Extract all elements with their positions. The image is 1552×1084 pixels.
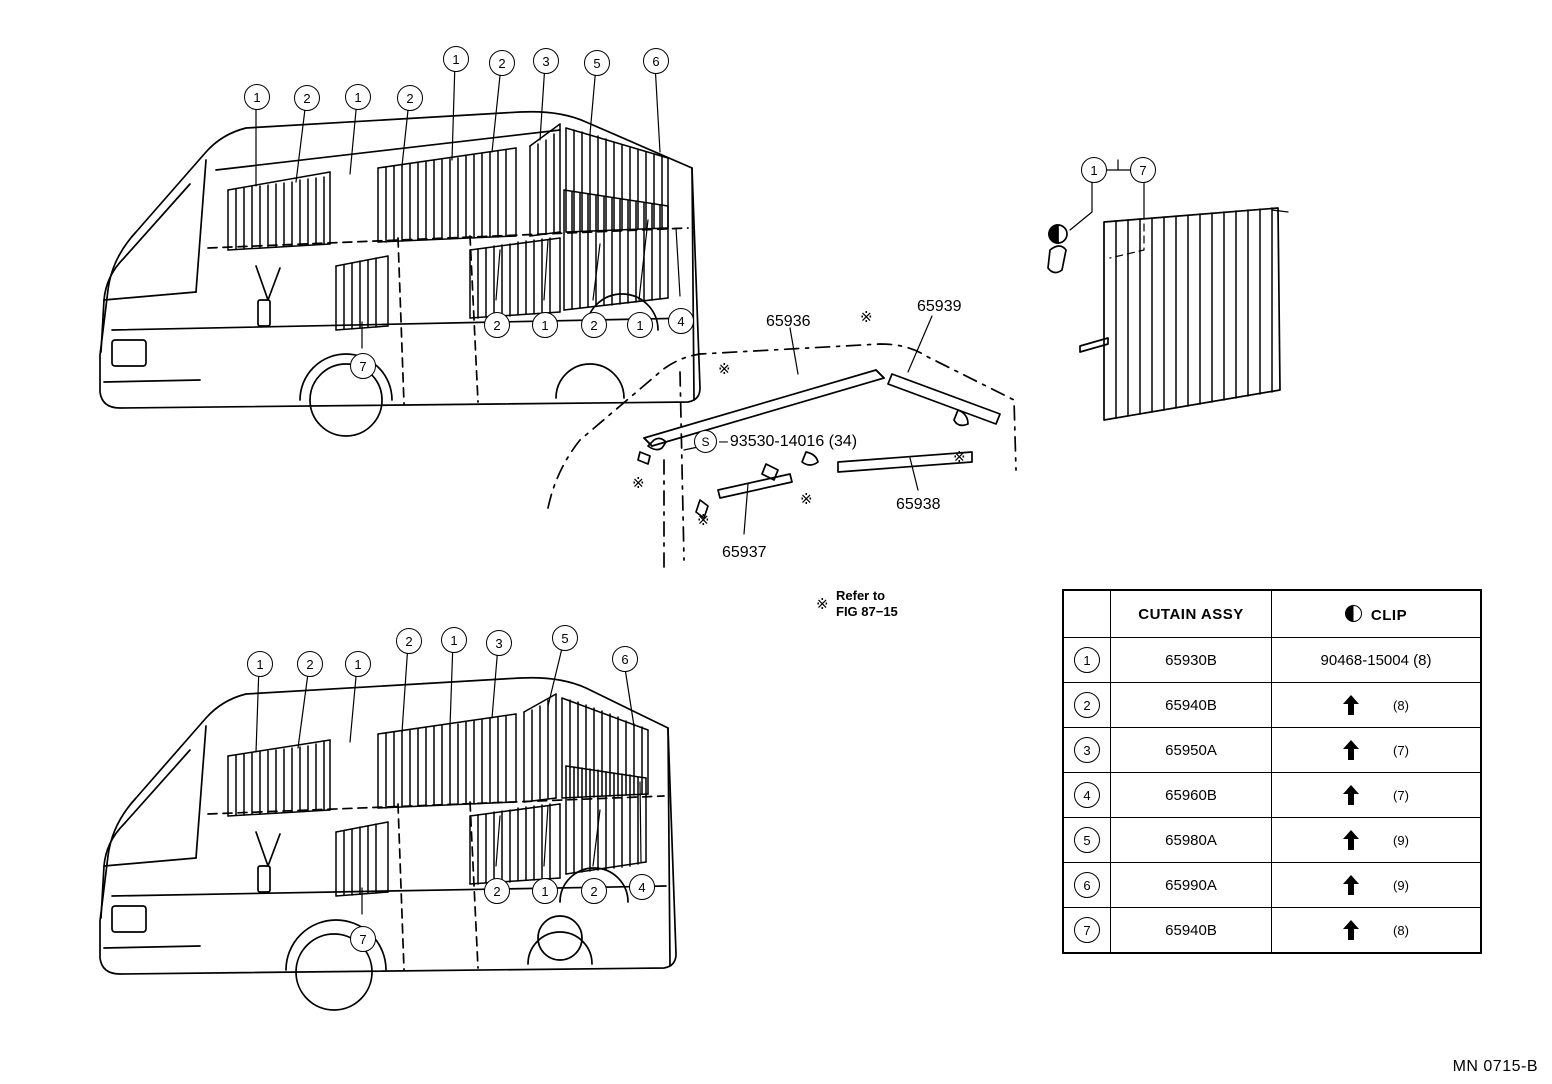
refer-star-icon: ※ (632, 475, 645, 492)
callout-bubble[interactable]: 1 (345, 651, 371, 677)
callout-bubble[interactable]: 3 (533, 48, 559, 74)
callout-bubble[interactable]: 1 (532, 878, 558, 904)
refer-star-icon: ※ (800, 491, 813, 508)
part-label-93530: – (719, 432, 728, 450)
up-arrow-icon (1343, 740, 1359, 760)
half-filled-circle-icon (1345, 605, 1362, 622)
callout-bubble[interactable]: 2 (297, 651, 323, 677)
clip-qty: (7) (1393, 742, 1409, 758)
callout-bubble[interactable]: 6 (612, 646, 638, 672)
up-arrow-icon (1343, 695, 1359, 715)
row-index-cell (1063, 863, 1111, 908)
screw-part-group (694, 430, 857, 453)
row-assy-cell: 65930B (1111, 638, 1272, 683)
refer-star-icon: ※ (697, 512, 710, 529)
row-clip-cell (1272, 863, 1482, 908)
callout-bubble[interactable]: 4 (668, 308, 694, 334)
table-row (1063, 908, 1481, 954)
row-index-cell (1063, 683, 1111, 728)
part-label-65936: 65936 (766, 313, 811, 330)
row-assy-cell: 65940B (1111, 683, 1272, 728)
table-row (1063, 683, 1481, 728)
table-header-row (1063, 590, 1481, 638)
callout-bubble[interactable]: 4 (629, 874, 655, 900)
row-index-cell (1063, 728, 1111, 773)
clip-qty: (8) (1393, 697, 1409, 713)
clip-qty: (9) (1393, 832, 1409, 848)
row-index-cell (1063, 908, 1111, 954)
row-clip-cell (1272, 818, 1482, 863)
refer-star-icon: ※ (953, 449, 966, 466)
callout-bubble[interactable]: 7 (350, 926, 376, 952)
row-index-cell (1063, 818, 1111, 863)
callout-bubble[interactable]: 2 (581, 878, 607, 904)
part-label-65938: 65938 (896, 496, 941, 513)
parts-table (1062, 589, 1482, 954)
callout-bubble[interactable]: 2 (489, 50, 515, 76)
part-label-93530-text: 93530-14016 (34) (729, 432, 858, 450)
clip-qty: (9) (1393, 877, 1409, 893)
row-index-cell (1063, 638, 1111, 683)
callout-bubble[interactable]: 1 (532, 312, 558, 338)
row-assy-cell: 65980A (1111, 818, 1272, 863)
th-clip-label: CLIP (1370, 606, 1408, 624)
callout-bubble[interactable]: 1 (627, 312, 653, 338)
callout-bubble[interactable]: 2 (484, 878, 510, 904)
callout-bubble[interactable]: 2 (581, 312, 607, 338)
th-index (1063, 590, 1111, 638)
refer-to-prefix: Refer to (836, 588, 886, 603)
row-clip-cell (1272, 728, 1482, 773)
callout-bubble[interactable]: 2 (294, 85, 320, 111)
refer-to-target: FIG 87−15 (836, 604, 898, 620)
callout-bubble[interactable]: 2 (484, 312, 510, 338)
callout-bubble[interactable]: 3 (1074, 737, 1100, 763)
callout-bubble[interactable]: 1 (441, 627, 467, 653)
callout-bubble[interactable]: 1 (247, 651, 273, 677)
callout-bubble[interactable]: 2 (396, 628, 422, 654)
callout-bubble[interactable]: 1 (345, 84, 371, 110)
callout-bubble[interactable]: 2 (1074, 692, 1100, 718)
part-label-65937: 65937 (722, 544, 767, 561)
callout-bubble[interactable]: 5 (552, 625, 578, 651)
callout-bubble[interactable]: 5 (1074, 827, 1100, 853)
drawing-code: MN 0715-B (1452, 1058, 1538, 1075)
clip-qty: (7) (1393, 787, 1409, 803)
callout-bubble[interactable]: 7 (1130, 157, 1156, 183)
callout-bubble[interactable]: 2 (397, 85, 423, 111)
callout-bubble[interactable]: 1 (244, 84, 270, 110)
table-row (1063, 773, 1481, 818)
part-label-65939: 65939 (917, 298, 962, 315)
row-clip-cell (1272, 773, 1482, 818)
callout-bubble[interactable]: 4 (1074, 782, 1100, 808)
callout-bubble[interactable]: 7 (1074, 917, 1100, 943)
callout-bubble[interactable]: 1 (1081, 157, 1107, 183)
callout-bubble[interactable]: 6 (1074, 872, 1100, 898)
table-row (1063, 863, 1481, 908)
up-arrow-icon (1343, 830, 1359, 850)
row-clip-cell: 90468-15004 (8) (1272, 638, 1482, 683)
up-arrow-icon (1343, 785, 1359, 805)
callout-bubble[interactable]: 7 (350, 353, 376, 379)
row-assy-cell: 65960B (1111, 773, 1272, 818)
row-assy-cell: 65950A (1111, 728, 1272, 773)
up-arrow-icon (1343, 920, 1359, 940)
table-row (1063, 818, 1481, 863)
row-clip-cell (1272, 908, 1482, 954)
callout-bubble[interactable]: 6 (643, 48, 669, 74)
callout-bubble[interactable]: 1 (1074, 647, 1100, 673)
refer-star-icon: ※ (860, 309, 873, 326)
row-clip-cell (1272, 683, 1482, 728)
table-row (1063, 638, 1481, 683)
callout-bubble[interactable]: 3 (486, 630, 512, 656)
th-clip (1272, 590, 1482, 638)
th-curtain-assy: CUTAIN ASSY (1111, 590, 1272, 638)
table-row (1063, 728, 1481, 773)
callout-bubble[interactable]: 5 (584, 50, 610, 76)
callout-bubble[interactable]: 1 (443, 46, 469, 72)
refer-to-note (816, 588, 898, 621)
row-index-cell (1063, 773, 1111, 818)
screw-symbol-bubble: S (694, 430, 717, 453)
row-assy-cell: 65990A (1111, 863, 1272, 908)
row-assy-cell: 65940B (1111, 908, 1272, 954)
refer-star-icon: ※ (718, 361, 731, 378)
up-arrow-icon (1343, 875, 1359, 895)
refer-star-icon: ※ (816, 596, 829, 613)
clip-qty: (8) (1393, 922, 1409, 938)
